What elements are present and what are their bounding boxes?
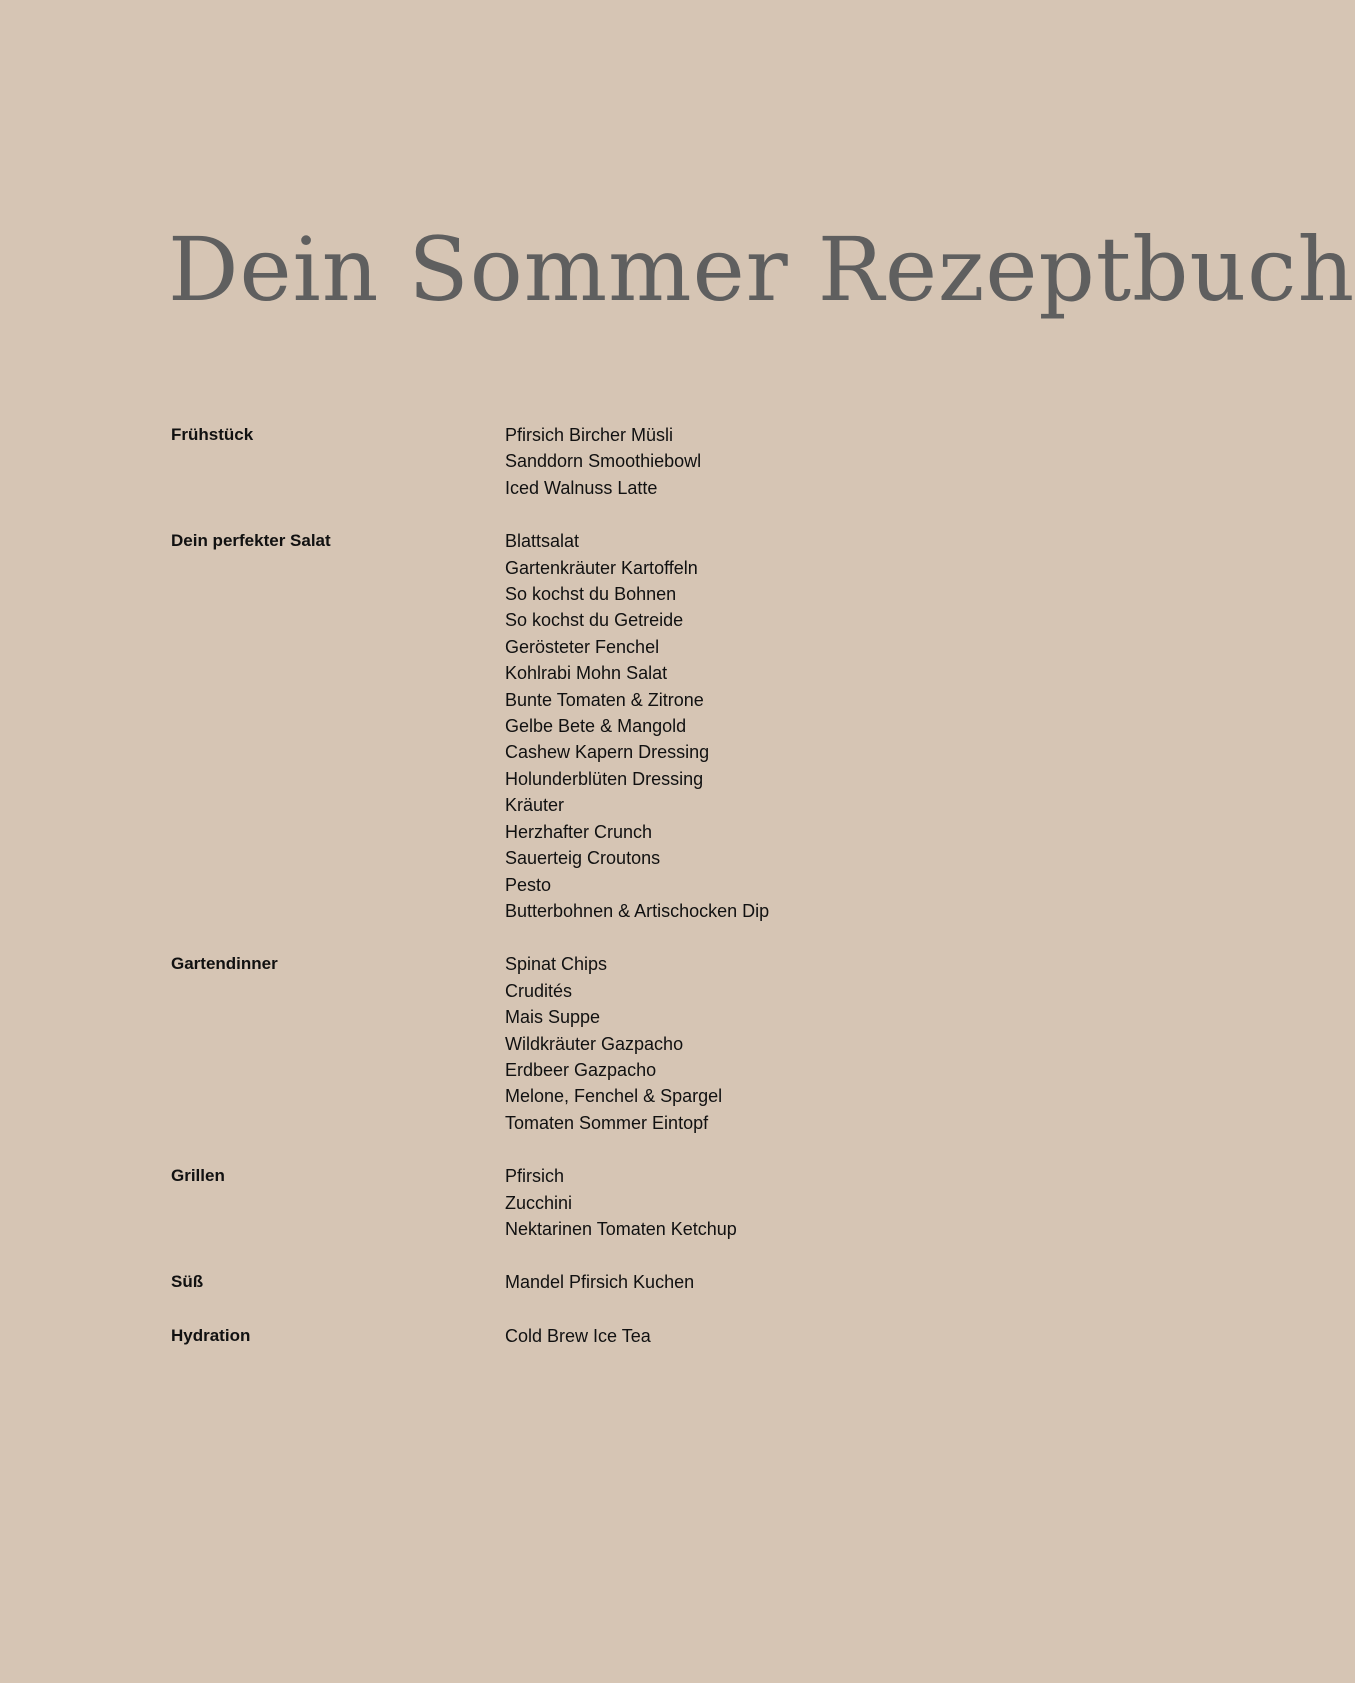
recipe-item: Pesto [505, 874, 552, 895]
recipe-item: Sauerteig Croutons [505, 848, 661, 869]
recipe-item: Kräuter [505, 795, 565, 816]
recipe-item: Nektarinen Tomaten Ketchup [505, 1218, 737, 1239]
recipe-item: Cold Brew Ice Tea [505, 1325, 651, 1346]
toc-section [171, 1323, 1071, 1349]
recipe-item: So kochst du Getreide [505, 610, 684, 631]
recipe-list [505, 528, 769, 924]
recipe-item: Gelbe Bete & Mangold [505, 716, 687, 737]
section-label: Grillen [171, 1166, 225, 1186]
recipe-item: Holunderblüten Dressing [505, 768, 704, 789]
recipe-list [505, 1269, 694, 1295]
recipe-item: Pfirsich Bircher Müsli [505, 425, 674, 445]
recipe-item: So kochst du Bohnen [505, 584, 677, 605]
toc-section [171, 422, 1071, 501]
recipe-list [505, 951, 722, 1136]
section-label: Süß [171, 1272, 204, 1292]
recipe-item: Sanddorn Smoothiebowl [505, 451, 702, 472]
recipe-item: Zucchini [505, 1192, 573, 1213]
recipe-item: Erdbeer Gazpacho [505, 1059, 657, 1080]
recipe-list [505, 422, 701, 501]
recipe-item: Iced Walnuss Latte [505, 477, 658, 498]
recipe-item: Mandel Pfirsich Kuchen [505, 1272, 695, 1293]
recipe-item: Pfirsich [505, 1166, 565, 1187]
section-label: Gartendinner [171, 954, 278, 974]
recipe-item: Mais Suppe [505, 1007, 601, 1028]
recipe-item: Blattsalat [505, 531, 580, 552]
recipe-item: Butterbohnen & Artischocken Dip [505, 900, 770, 921]
toc-section [171, 1269, 1071, 1295]
recipe-item: Kohlrabi Mohn Salat [505, 663, 668, 684]
section-label: Frühstück [171, 425, 254, 444]
recipe-item: Bunte Tomaten & Zitrone [505, 689, 704, 710]
section-label: Dein perfekter Salat [171, 531, 331, 551]
recipe-item: Gerösteter Fenchel [505, 636, 660, 657]
toc-section [171, 1163, 1071, 1242]
toc-section [171, 528, 1071, 924]
toc-section [171, 951, 1071, 1136]
recipe-item: Spinat Chips [505, 954, 608, 975]
section-label: Hydration [171, 1325, 251, 1345]
recipe-item: Gartenkräuter Kartoffeln [505, 557, 698, 578]
table-of-contents [171, 422, 1071, 1376]
recipe-item: Herzhafter Crunch [505, 821, 653, 842]
recipe-item: Crudités [505, 980, 573, 1001]
recipe-item: Tomaten Sommer Eintopf [505, 1112, 709, 1133]
recipe-list [505, 1163, 737, 1242]
recipe-item: Melone, Fenchel & Spargel [505, 1086, 723, 1107]
recipe-list [505, 1323, 651, 1349]
page-title: Dein Sommer Rezeptbuch [168, 218, 1355, 321]
recipe-item: Wildkräuter Gazpacho [505, 1033, 684, 1054]
recipe-item: Cashew Kapern Dressing [505, 742, 710, 763]
